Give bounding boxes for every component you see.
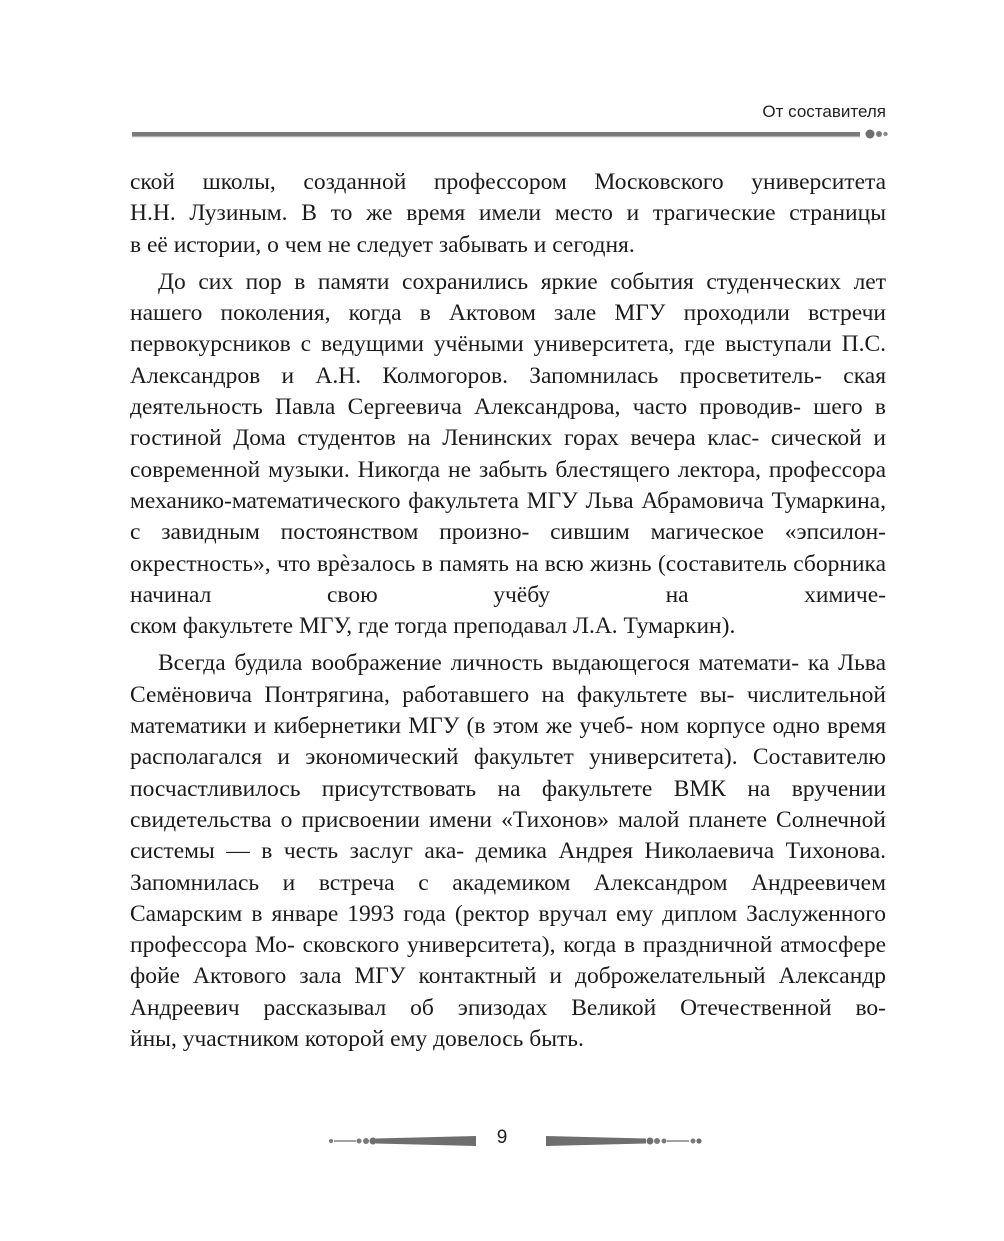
line: ская деятельность Павла Сергеевича Александрова, часто проводив- [130, 362, 886, 421]
header-rule-ornament [132, 128, 888, 140]
line: первокурсников с ведущими учёными университета, где выступали [130, 331, 832, 358]
line: Н.Н. Лузиным. В то же время имели место и трагические страницы [130, 200, 886, 227]
line: университета). Составителю посчастливилось присутствовать на [130, 744, 886, 802]
line: йны, участником которой ему довелось быть. [130, 1026, 584, 1053]
line: Льва Абрамовича Тумаркина, с завидным постоянством произно- [130, 487, 886, 546]
running-title: От составителя [762, 102, 886, 121]
line: сковского университета), когда в праздничной атмосфере фойе [130, 932, 887, 990]
line: сившим магическое «эпсилон-окрестность», что врѐзалось в память [130, 519, 886, 577]
line: сической и современной музыки. Никогда не забыть блестящего [130, 425, 887, 483]
paragraph-2-end [130, 611, 886, 642]
line: П.С. Александров и А.Н. Колмогоров. Запомнилась просветитель- [130, 331, 886, 389]
line: на всю жизнь (составитель сборника начинал свою учёбу на химиче- [130, 550, 887, 608]
line: ка Льва Семёновича Понтрягина, работавшего на факультете вы- [130, 650, 886, 708]
line: ской школы, созданной профессором Московского университета [130, 169, 886, 195]
line: числительной математики и кибернетики МГУ (в этом же учеб- [130, 681, 886, 740]
line: шего в гостиной Дома студентов на Ленинских горах вечера клас- [130, 394, 886, 452]
line: До сих пор в памяти сохранились яркие события студенческих лет [158, 268, 886, 295]
line: ном корпусе одно время располагался и экономический факультет [130, 713, 887, 771]
line: факультете ВМК на вручении свидетельства о присвоении имени [130, 775, 886, 833]
paragraph-3 [130, 648, 886, 1024]
paragraph-3-end [130, 1024, 886, 1055]
paragraph-1 [130, 167, 886, 230]
line: «Тихонов» малой планете Солнечной системы — в честь заслуг ака- [130, 806, 887, 865]
line: Андреевич рассказывал об эпизодах Великой Отечественной во- [130, 994, 886, 1021]
body-text [130, 167, 886, 1055]
line: Актового зала МГУ контактный и доброжелательный Александр [193, 963, 887, 990]
page-number: 9 [496, 1127, 508, 1148]
line: демика Андрея Николаевича Тихонова. Запомнилась и встреча с [130, 838, 887, 896]
paragraph-2 [130, 267, 886, 611]
line: года (ректор вручал ему диплом Заслуженного профессора Мо- [130, 900, 887, 959]
line: Всегда будила воображение личность выдающегося математи- [158, 650, 800, 677]
line: ском факультете МГУ, где тогда преподавал Л.А. Тумаркин). [130, 613, 736, 640]
line: академиком Александром Андреевичем Самарским в январе 1993 [130, 869, 886, 927]
line: нашего поколения, когда в Актовом зале МГУ проходили встречи [130, 300, 886, 327]
paragraph-1-end [130, 230, 886, 261]
line: в её истории, о чем не следует забывать и сегодня. [130, 231, 635, 258]
line: лектора, профессора механико-математического факультета МГУ [130, 456, 887, 514]
